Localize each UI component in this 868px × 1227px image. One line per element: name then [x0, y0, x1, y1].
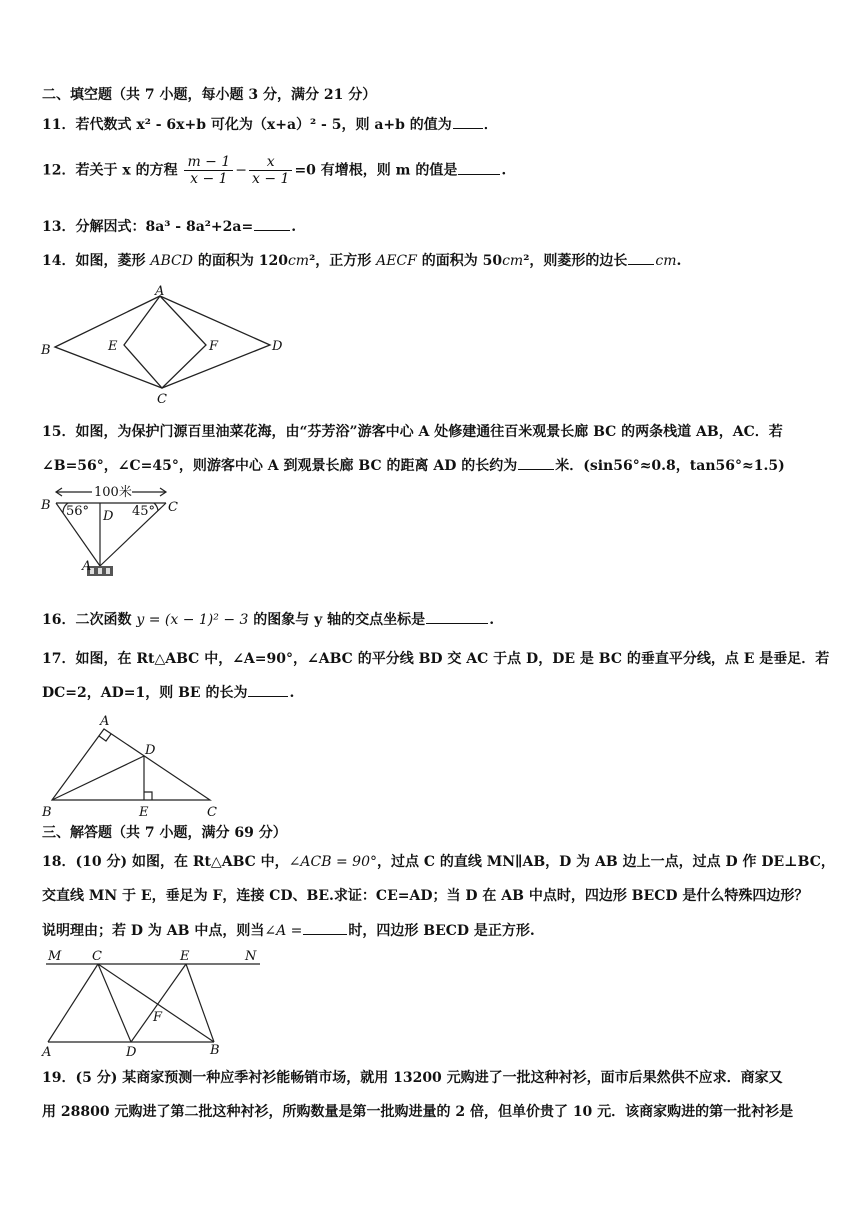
- label-a: A: [155, 284, 165, 299]
- q14-rhombus-figure: [38, 284, 293, 406]
- q11-text: 11．若代数式 x² - 6x+b 可化为（x+a）² - 5，则 a+b 的值为: [42, 117, 452, 133]
- q14-abcd: ABCD: [150, 253, 193, 269]
- q16-formula: y = (x − 1)² − 3: [136, 612, 249, 628]
- label-c: C: [168, 500, 178, 515]
- label-m: M: [48, 949, 62, 964]
- q12-fraction-2: [249, 154, 292, 187]
- q18-angle-a: ∠A =: [264, 923, 303, 939]
- q12-fraction-1: [184, 154, 233, 187]
- segment-cb: [98, 964, 214, 1042]
- q18-line3-pre: 说明理由；若 D 为 AB 中点，则当: [42, 923, 265, 939]
- q14-mid1: 的面积为 120: [192, 253, 288, 269]
- right-angle-mark-e: [144, 792, 152, 800]
- q12-end: .: [501, 162, 507, 179]
- question-13: [42, 216, 296, 237]
- label-d: D: [126, 1045, 137, 1060]
- q14-mid3: 的面积为 50: [416, 253, 503, 269]
- q16-answer-blank[interactable]: [426, 609, 488, 624]
- label-angle-45: 45°: [132, 504, 156, 519]
- question-16: [42, 609, 494, 630]
- q12-answer-blank[interactable]: [458, 160, 500, 175]
- label-c: C: [207, 805, 217, 820]
- label-f: F: [153, 1010, 163, 1025]
- question-14: [42, 250, 681, 271]
- q12-frac2-numerator: x: [249, 154, 292, 171]
- question-19-line-1: 19．(5 分) 某商家预测一种应季衬衫能畅销市场，就用 13200 元购进了一批这种衬衫，面市后果然供不应求．商家又: [42, 1070, 783, 1086]
- label-c: C: [157, 392, 167, 406]
- q14-cm1: cm: [287, 253, 310, 269]
- q17-end: .: [289, 685, 295, 701]
- label-a: A: [82, 559, 92, 574]
- triangle-abc: [52, 729, 210, 800]
- q12-frac2-denominator: x − 1: [252, 171, 290, 187]
- right-angle-mark-a: [99, 734, 111, 741]
- section-heading-fill-in: 二、填空题（共 7 小题，每小题 3 分，满分 21 分）: [42, 87, 377, 103]
- question-17-line-1: 17．如图，在 Rt△ABC 中，∠A=90°，∠ABC 的平分线 BD 交 AC 于点 D，DE 是 BC 的垂直平分线，点 E 是垂足．若: [42, 651, 830, 667]
- square-aecf: [124, 296, 206, 388]
- section-heading-solutions: 三、解答题（共 7 小题，满分 69 分）: [42, 825, 287, 841]
- q16-end: .: [489, 612, 495, 628]
- question-11: [42, 114, 498, 135]
- label-f: F: [209, 339, 219, 354]
- label-d: D: [272, 339, 283, 354]
- label-b: B: [210, 1043, 220, 1058]
- q14-mid2: ²，正方形: [309, 253, 377, 269]
- question-18-line-1: [42, 852, 835, 872]
- q13-end: .: [291, 219, 297, 235]
- q18-pre: 18．(10 分) 如图，在 Rt△ABC 中，: [42, 854, 289, 870]
- question-18-line-2: 交直线 MN 于 E，垂足为 F，连接 CD、BE.求证：CE=AD；当 D 在 AB 中点时，四边形 BECD 是什么特殊四边形？: [42, 888, 809, 904]
- q15-answer-blank[interactable]: [518, 455, 554, 470]
- q11-answer-blank[interactable]: [453, 114, 483, 129]
- q14-aecf: AECF: [376, 253, 417, 269]
- label-a: A: [100, 714, 110, 729]
- question-17-line-2: [42, 682, 294, 703]
- q11-end: ．: [483, 117, 498, 133]
- segment-eb: [186, 964, 214, 1042]
- label-a: A: [42, 1045, 52, 1060]
- visitor-center-window-icon: [106, 568, 110, 574]
- visitor-center-window-icon: [98, 568, 102, 574]
- q14-answer-blank[interactable]: [628, 250, 654, 265]
- segment-de: [131, 964, 186, 1042]
- q18-angle: ∠ACB = 90°: [288, 854, 377, 870]
- q17-text: DC=2，AD=1，则 BE 的长为: [42, 685, 248, 701]
- label-b: B: [42, 805, 52, 820]
- q15-pre: ∠B=56°，∠C=45°，则游客中心 A 到观景长廊 BC 的距离 AD 的长约为: [42, 458, 518, 474]
- question-15-line-1: 15．如图，为保护门源百里油菜花海，由“芬芳浴”游客中心 A 处修建通往百米观景长廊 BC 的两条栈道 AB，AC．若: [42, 424, 783, 440]
- label-n: N: [245, 949, 257, 964]
- q12-pre: 12．若关于 x 的方程: [42, 162, 178, 179]
- q14-pre: 14．如图，菱形: [42, 253, 151, 269]
- q14-cm2: cm: [502, 253, 524, 269]
- question-18-line-3: [42, 920, 535, 941]
- segment-ac: [48, 964, 98, 1042]
- q13-text: 13．分解因式：8a³ - 8a²+2a=: [42, 219, 254, 235]
- segment-bd: [52, 756, 144, 800]
- label-e: E: [139, 805, 149, 820]
- q14-mid4: ²，则菱形的边长: [523, 253, 628, 269]
- label-e: E: [180, 949, 190, 964]
- q13-answer-blank[interactable]: [254, 216, 290, 231]
- q16-pre: 16．二次函数: [42, 612, 137, 628]
- q12-frac1-denominator: x − 1: [190, 171, 228, 187]
- label-b: B: [41, 498, 51, 513]
- rhombus-abcd: [55, 296, 270, 388]
- question-19-line-2: 用 28800 元购进了第二批这种衬衫，所购数量是第一批购进量的 2 倍，但单价贵了 10 元．该商家购进的第一批衬衫是: [42, 1104, 794, 1120]
- q18-parallel-figure: [38, 946, 268, 1060]
- q16-post: 的图象与 y 轴的交点坐标是: [248, 612, 426, 628]
- label-e: E: [108, 339, 118, 354]
- q12-frac1-numerator: m − 1: [184, 154, 233, 171]
- q12-post: =0 有增根，则 m 的值是: [294, 162, 458, 179]
- q18-answer-blank[interactable]: [303, 920, 347, 935]
- q18-post: ，过点 C 的直线 MN∥AB，D 为 AB 边上一点，过点 D 作 DE⊥BC，: [376, 854, 835, 870]
- q15-post: 米．(sin56°≈0.8，tan56°≈1.5): [555, 458, 785, 474]
- q12-minus: −: [235, 162, 248, 179]
- label-b: B: [41, 343, 51, 358]
- q14-end: .: [676, 253, 682, 269]
- question-12: [42, 154, 506, 187]
- q17-triangle-figure: [38, 712, 228, 820]
- question-15-line-2: [42, 455, 785, 476]
- q14-cm3: cm: [655, 253, 677, 269]
- label-d: D: [145, 743, 156, 758]
- q18-line3-post: 时，四边形 BECD 是正方形.: [348, 923, 535, 939]
- label-100m: 100米: [94, 485, 132, 500]
- label-c: C: [92, 949, 102, 964]
- label-angle-56: 56°: [66, 504, 90, 519]
- q17-answer-blank[interactable]: [248, 682, 288, 697]
- label-d: D: [103, 509, 114, 524]
- q15-walkway-figure: [38, 482, 188, 582]
